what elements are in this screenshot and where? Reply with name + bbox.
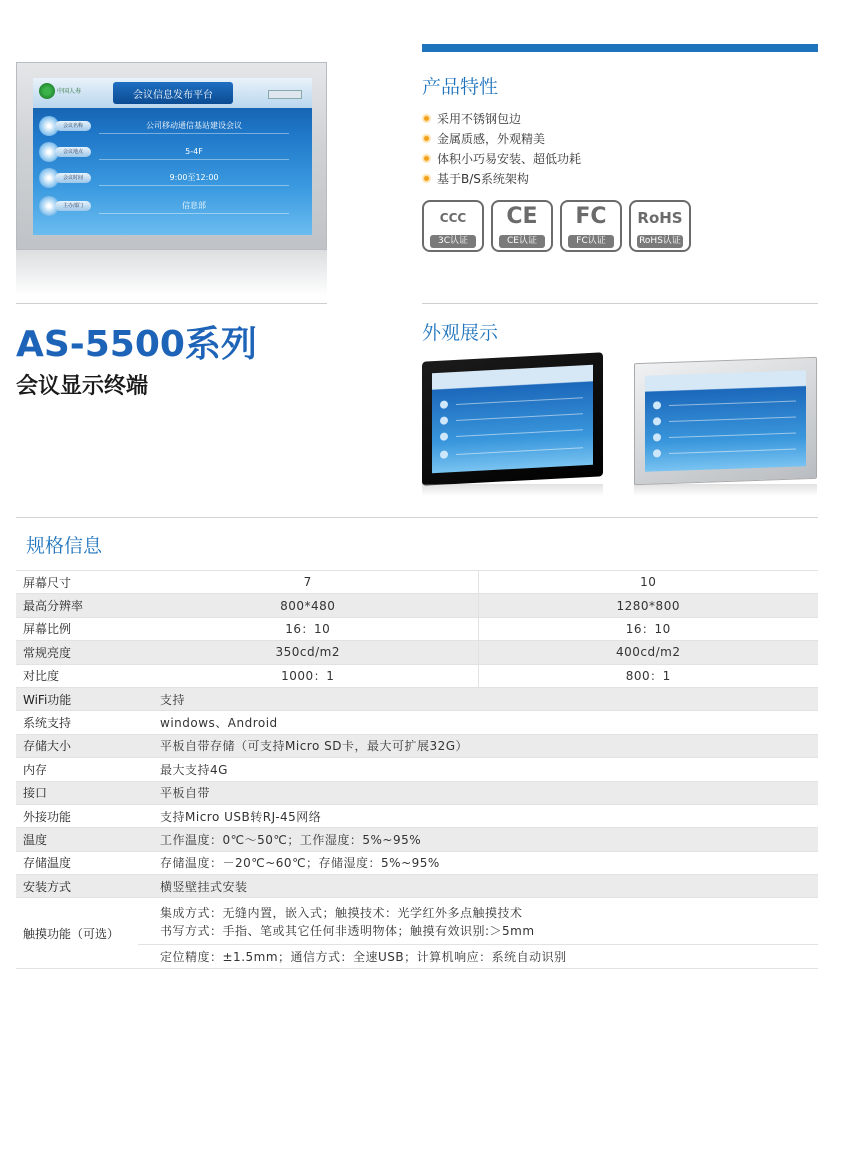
table-row (16, 641, 818, 664)
spec-key: 对比度 (16, 664, 138, 687)
divider (16, 517, 818, 518)
window-buttons-icon (268, 90, 302, 99)
bullet-icon (422, 154, 431, 163)
hero-reflection (16, 250, 327, 296)
screen-header (33, 78, 312, 108)
spec-value: 最大支持4G (138, 758, 818, 781)
appearance-title: 外观展示 (422, 322, 499, 344)
spec-value: windows、Android (138, 711, 818, 734)
spec-key: 触摸功能（可选） (16, 898, 138, 968)
ce-cert-icon (491, 200, 553, 252)
rohs-cert-icon (629, 200, 691, 252)
spec-value-7in: 800*480 (138, 594, 478, 617)
screen-row-value: 9:00至12:00 (99, 170, 289, 186)
cert-mark: RoHS (637, 209, 683, 227)
spec-value: 横竖壁挂式安装 (138, 875, 818, 898)
divider (422, 303, 818, 304)
table-row (16, 804, 818, 827)
table-row (16, 758, 818, 781)
table-row (16, 875, 818, 898)
spec-value-7in: 7 (138, 571, 478, 594)
screen-row-label: 会议名称 (55, 121, 91, 131)
accent-bar (422, 44, 818, 52)
spec-value-7in: 16：10 (138, 617, 478, 640)
table-row (16, 711, 818, 734)
spec-value-10in: 800：1 (478, 664, 818, 687)
screen-row-value: 信息部 (99, 198, 289, 214)
screen-title-banner (113, 82, 233, 104)
screen-row (39, 118, 297, 134)
spec-key: 最高分辨率 (16, 594, 138, 617)
table-row (16, 594, 818, 617)
table-row (16, 828, 818, 851)
cert-caption: FC认证 (568, 235, 614, 248)
spec-key: 存储大小 (16, 734, 138, 757)
spec-value (138, 898, 818, 945)
spec-key: WiFi功能 (16, 687, 138, 710)
screen-row-label: 会议地点 (55, 147, 91, 157)
spec-key: 系统支持 (16, 711, 138, 734)
table-row (16, 571, 818, 594)
bullet-icon (422, 134, 431, 143)
spec-value-7in: 350cd/m2 (138, 641, 478, 664)
spec-key: 内存 (16, 758, 138, 781)
table-row (16, 734, 818, 757)
divider (16, 303, 327, 304)
spec-key: 接口 (16, 781, 138, 804)
device-screen (432, 365, 593, 473)
spec-value-line: 集成方式：无缝内置，嵌入式；触摸技术：光学红外多点触摸技术 (160, 906, 523, 921)
bullet-icon (422, 174, 431, 183)
feature-text: 体积小巧易安装、超低功耗 (437, 151, 582, 166)
device-screen (645, 370, 806, 472)
hero-device-image (16, 62, 327, 250)
spec-value: 平板自带存储（可支持Micro SD卡，最大可扩展32G） (138, 734, 818, 757)
logo-text: 中国人寿 (57, 88, 82, 95)
cert-mark: FC (575, 204, 607, 229)
features-title: 产品特性 (422, 76, 499, 98)
feature-text: 基于B/S系统架构 (437, 171, 529, 186)
device-reflection (634, 484, 817, 496)
table-row (16, 664, 818, 687)
spec-value: 存储温度：－20℃~60℃；存储湿度：5%~95% (138, 851, 818, 874)
spec-value-7in: 1000：1 (138, 664, 478, 687)
screen-row-label: 会议时间 (55, 173, 91, 183)
spec-key: 安装方式 (16, 875, 138, 898)
feature-item (422, 168, 581, 188)
cert-caption: RoHS认证 (637, 235, 683, 248)
cert-mark: CCC (439, 211, 467, 225)
feature-text: 金属质感，外观精美 (437, 131, 546, 146)
spec-value: 定位精度：±1.5mm；通信方式：全速USB；计算机响应：系统自动识别 (138, 945, 818, 968)
cert-caption: CE认证 (499, 235, 545, 248)
screen-row-label: 主办部门 (55, 201, 91, 211)
spec-value: 工作温度：0℃～50℃；工作湿度：5%~95% (138, 828, 818, 851)
screen-row-value: 5-4F (99, 144, 289, 160)
spec-key: 外接功能 (16, 804, 138, 827)
screen-row (39, 198, 297, 214)
black-frame-device-image (422, 352, 603, 485)
ccc-cert-icon (422, 200, 484, 252)
spec-key: 常规亮度 (16, 641, 138, 664)
cert-mark: CE (506, 204, 538, 229)
logo-icon (39, 83, 55, 99)
feature-item (422, 128, 581, 148)
spec-key: 屏幕比例 (16, 617, 138, 640)
table-row (16, 781, 818, 804)
specs-title: 规格信息 (26, 535, 103, 557)
device-reflection (422, 484, 603, 496)
spec-value-10in: 1280*800 (478, 594, 818, 617)
spec-value-10in: 400cd/m2 (478, 641, 818, 664)
feature-item (422, 148, 581, 168)
table-row (16, 617, 818, 640)
product-series-title: AS-5500系列 (16, 324, 257, 365)
fc-cert-icon (560, 200, 622, 252)
spec-value: 支持 (138, 687, 818, 710)
spec-value: 支持Micro USB转RJ-45网络 (138, 804, 818, 827)
spec-key: 存储温度 (16, 851, 138, 874)
screen-row (39, 144, 297, 160)
screen-title: 会议信息发布平台 (133, 90, 213, 101)
spec-value-line: 书写方式：手指、笔或其它任何非透明物体；触摸有效识别:＞5mm (160, 924, 535, 939)
screen-row-value: 公司移动通信基站建设会议 (99, 118, 289, 134)
table-row (16, 851, 818, 874)
table-row (16, 898, 818, 945)
hero-device-screen (33, 78, 312, 235)
spec-key: 屏幕尺寸 (16, 571, 138, 594)
cert-caption: 3C认证 (430, 235, 476, 248)
bullet-icon (422, 114, 431, 123)
feature-text: 采用不锈钢包边 (437, 111, 522, 126)
certification-badges (422, 200, 691, 252)
screen-row (39, 170, 297, 186)
table-row (16, 687, 818, 710)
spec-table (16, 570, 818, 969)
product-subtitle: 会议显示终端 (16, 374, 149, 399)
spec-value: 平板自带 (138, 781, 818, 804)
silver-frame-device-image (634, 357, 817, 485)
feature-item (422, 108, 581, 128)
spec-value-10in: 10 (478, 571, 818, 594)
spec-key: 温度 (16, 828, 138, 851)
feature-list (422, 108, 581, 188)
spec-value-10in: 16：10 (478, 617, 818, 640)
